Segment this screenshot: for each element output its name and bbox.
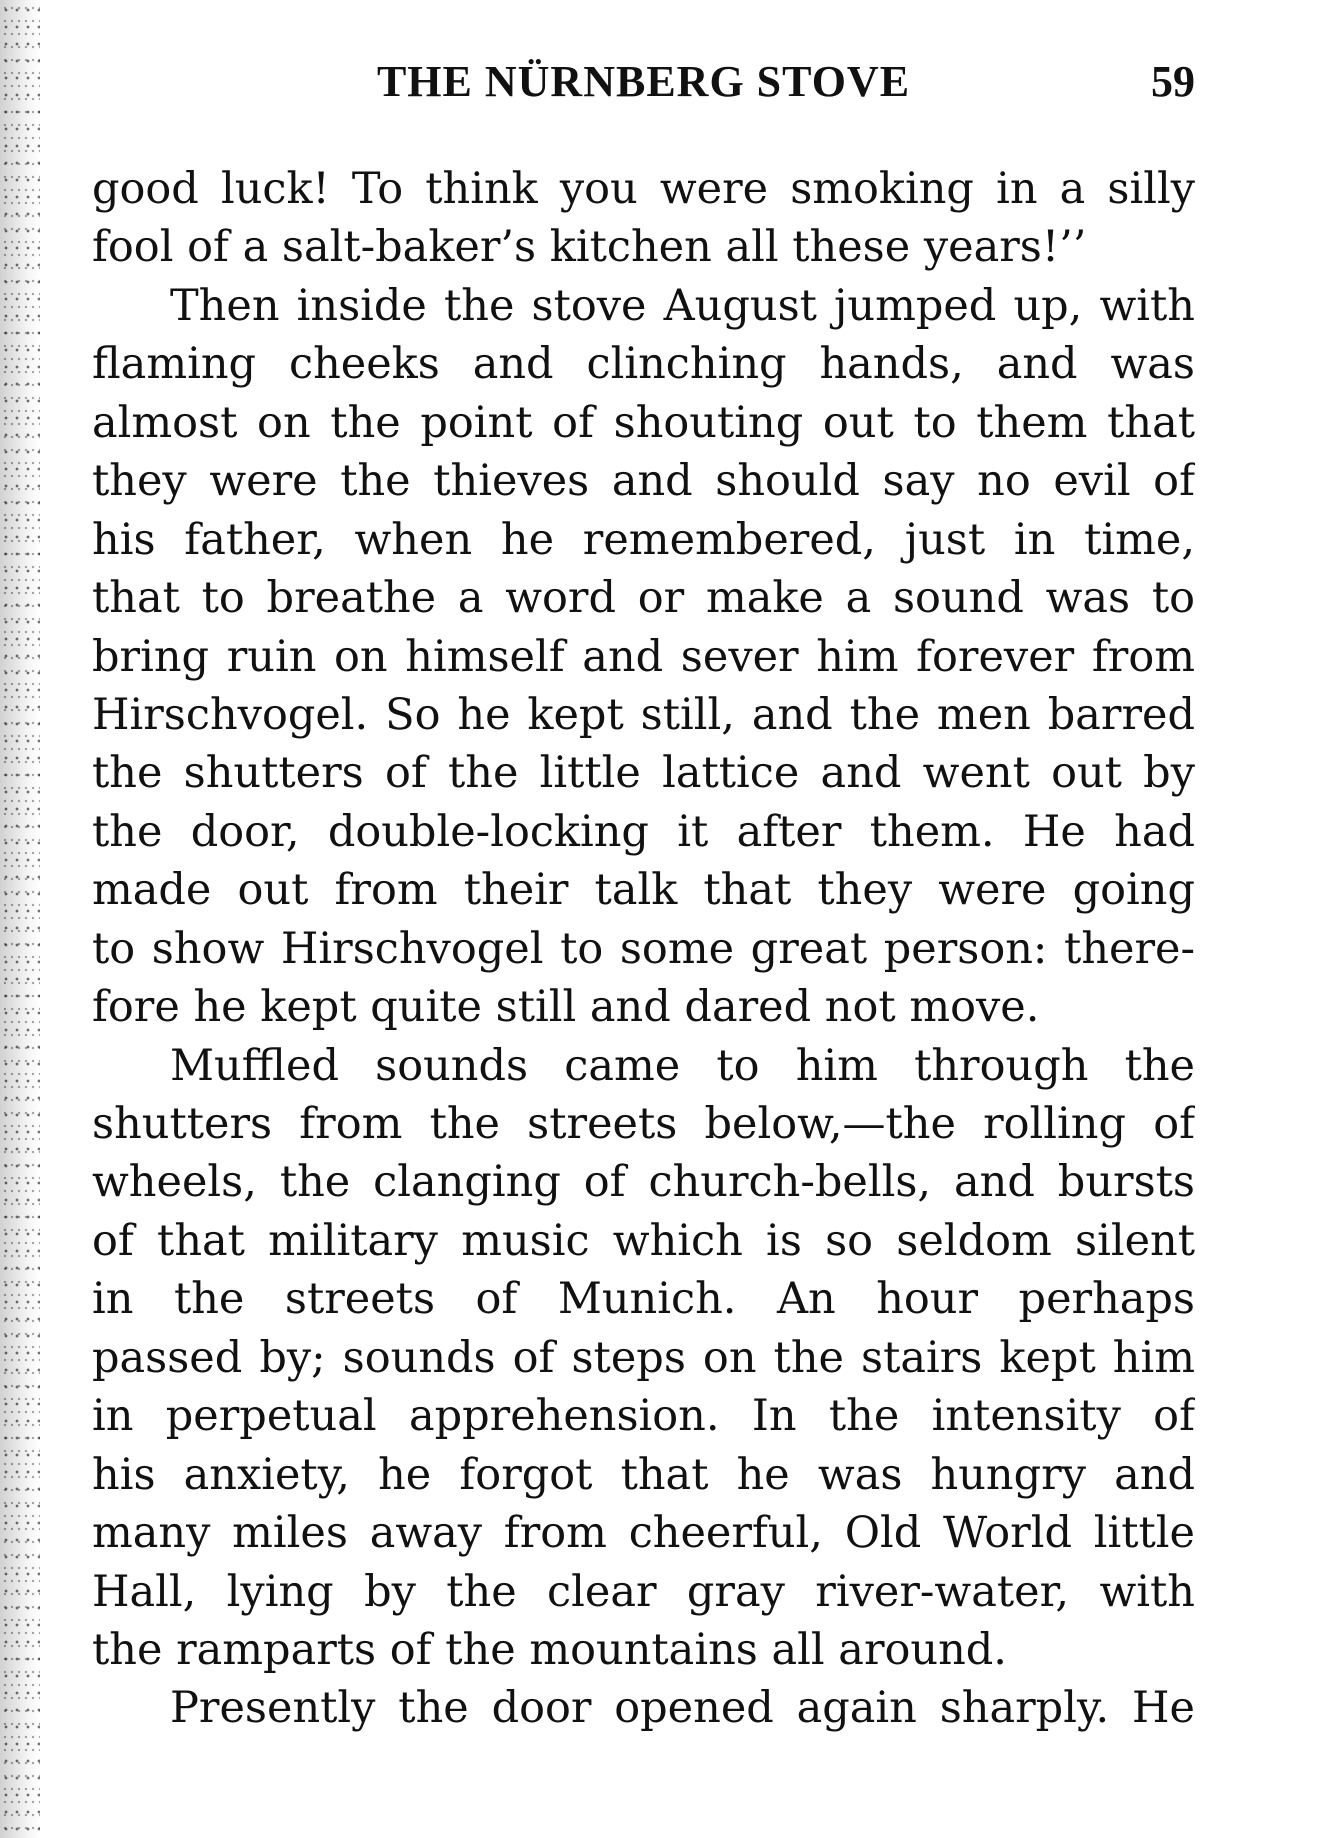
text-line: Hall, lying by the clear gray river-water, with	[92, 1566, 1195, 1617]
text-line: the ramparts of the mountains all around.	[92, 1624, 1007, 1675]
text-line: the shutters of the little lattice and went out by	[92, 748, 1195, 799]
text-line: his father, when he remembered, just in time,	[92, 514, 1195, 565]
running-title: THE NÜRNBERG STOVE	[376, 57, 911, 106]
text-line: made out from their talk that they were going	[92, 865, 1195, 916]
text-line: wheels, the clanging of church-bells, and bursts	[92, 1157, 1195, 1208]
text-line: the door, double-locking it after them. He had	[92, 806, 1195, 857]
text-line: that to breathe a word or make a sound was to	[92, 573, 1195, 624]
page-number: 59	[1151, 57, 1195, 106]
text-line: passed by; sounds of steps on the stairs kept him	[92, 1332, 1195, 1383]
body-text	[92, 160, 1195, 1738]
binding-edge	[0, 0, 40, 1838]
text-line: Hirschvogel. So he kept still, and the men barred	[92, 689, 1195, 740]
text-line: in perpetual apprehension. In the intensity of	[92, 1391, 1195, 1442]
text-line: shutters from the streets below,—the rolling of	[92, 1099, 1195, 1149]
text-line: Then inside the stove August jumped up, with	[170, 280, 1195, 331]
text-line: bring ruin on himself and sever him forever from	[92, 631, 1195, 682]
text-line: Presently the door opened again sharply. He	[170, 1683, 1195, 1734]
text-line: fore he kept quite still and dared not move.	[92, 982, 1040, 1033]
text-line: fool of a salt-baker’s kitchen all these years!’’	[92, 222, 1087, 273]
page-header	[92, 52, 1195, 112]
text-line: to show Hirschvogel to some great person: there-	[92, 923, 1195, 974]
text-line: Muffled sounds came to him through the	[170, 1040, 1195, 1091]
text-line: of that military music which is so seldom silent	[92, 1215, 1195, 1266]
text-line: they were the thieves and should say no evil of	[92, 456, 1195, 507]
text-line: flaming cheeks and clinching hands, and was	[92, 339, 1195, 390]
text-line: his anxiety, he forgot that he was hungry and	[92, 1449, 1195, 1500]
text-line: good luck! To think you were smoking in a silly	[92, 164, 1195, 214]
text-line: almost on the point of shouting out to them that	[92, 397, 1195, 448]
text-line: many miles away from cheerful, Old World little	[92, 1508, 1195, 1559]
text-line: in the streets of Munich. An hour perhaps	[92, 1274, 1195, 1325]
